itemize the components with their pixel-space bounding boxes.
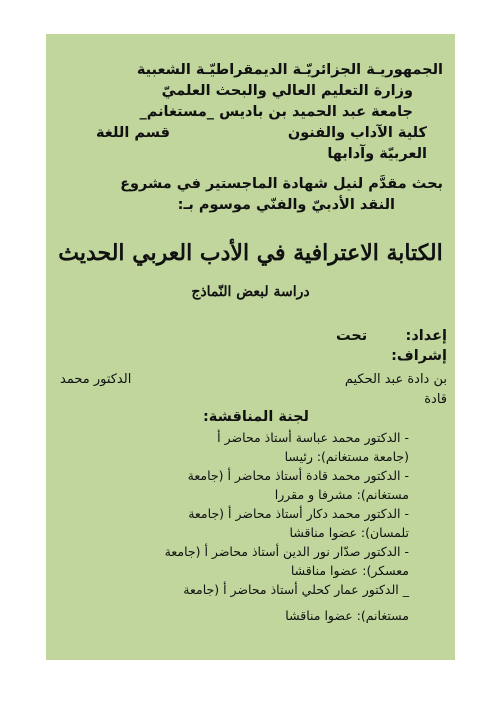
committee-label: لجنة المناقشة: — [203, 409, 309, 425]
thesis-title: الكتابة الاعترافية في الأدب العربي الحديث — [58, 240, 443, 266]
committee-line: (جامعة مستغانم): رئيسا — [284, 449, 409, 464]
header-department-cont: العربيّة وآدابها — [327, 146, 427, 162]
supervisor-name-cont: قادة — [424, 392, 447, 407]
header-department: قسم اللغة — [96, 125, 170, 141]
document-page — [46, 34, 455, 660]
student-name: بن دادة عبد الحكيم — [344, 372, 447, 387]
header-faculty-row — [96, 123, 427, 143]
header-republic: الجمهوريـة الجزائريّـة الديمقراطيّـة الشعبية — [136, 62, 443, 78]
prepared-label: إعداد: — [405, 328, 447, 344]
committee-line: - الدكتور محمد عباسة أستاذ محاضر أ — [217, 430, 409, 445]
committee-line: - الدكتور صدّار نور الدين أستاذ محاضر أ (جامعة — [164, 544, 409, 559]
thesis-intro-1: بحث مقدَّم لنيل شهادة الماجستير في مشروع — [120, 176, 443, 192]
committee-line: _ الدكتور عمار كحلي أستاذ محاضر أ (جامعة — [183, 582, 409, 597]
supervision-label: إشراف: — [391, 348, 447, 364]
committee-line: معسكر): عضوا مناقشا — [290, 563, 409, 578]
committee-line: مستغانم): مشرفا و مقررا — [274, 487, 409, 502]
committee-line: مستغانم): عضوا مناقشا — [285, 608, 409, 623]
names-row — [60, 371, 447, 389]
under-label: تحت — [336, 328, 368, 344]
header-university: جامعة عبد الحميد بن باديس _مستغانم_ — [139, 104, 413, 120]
committee-line: - الدكتور محمد قادة أستاذ محاضر أ (جامعة — [187, 468, 409, 483]
prepared-row — [336, 328, 447, 344]
committee-line: - الدكتور محمد دكار أستاذ محاضر أ (جامعة — [188, 506, 409, 521]
committee-line: تلمسان): عضوا مناقشا — [289, 525, 409, 540]
supervisor-name: الدكتور محمد — [60, 372, 132, 387]
header-ministry: وزارة التعليم العالي والبحث العلميّ — [161, 83, 413, 99]
thesis-intro-2: النقد الأدبيّ والفنّي موسوم بـ: — [177, 197, 395, 213]
header-faculty: كلية الآداب والفنون — [287, 125, 427, 141]
thesis-subtitle: دراسة لبعض النّماذج — [191, 284, 310, 300]
